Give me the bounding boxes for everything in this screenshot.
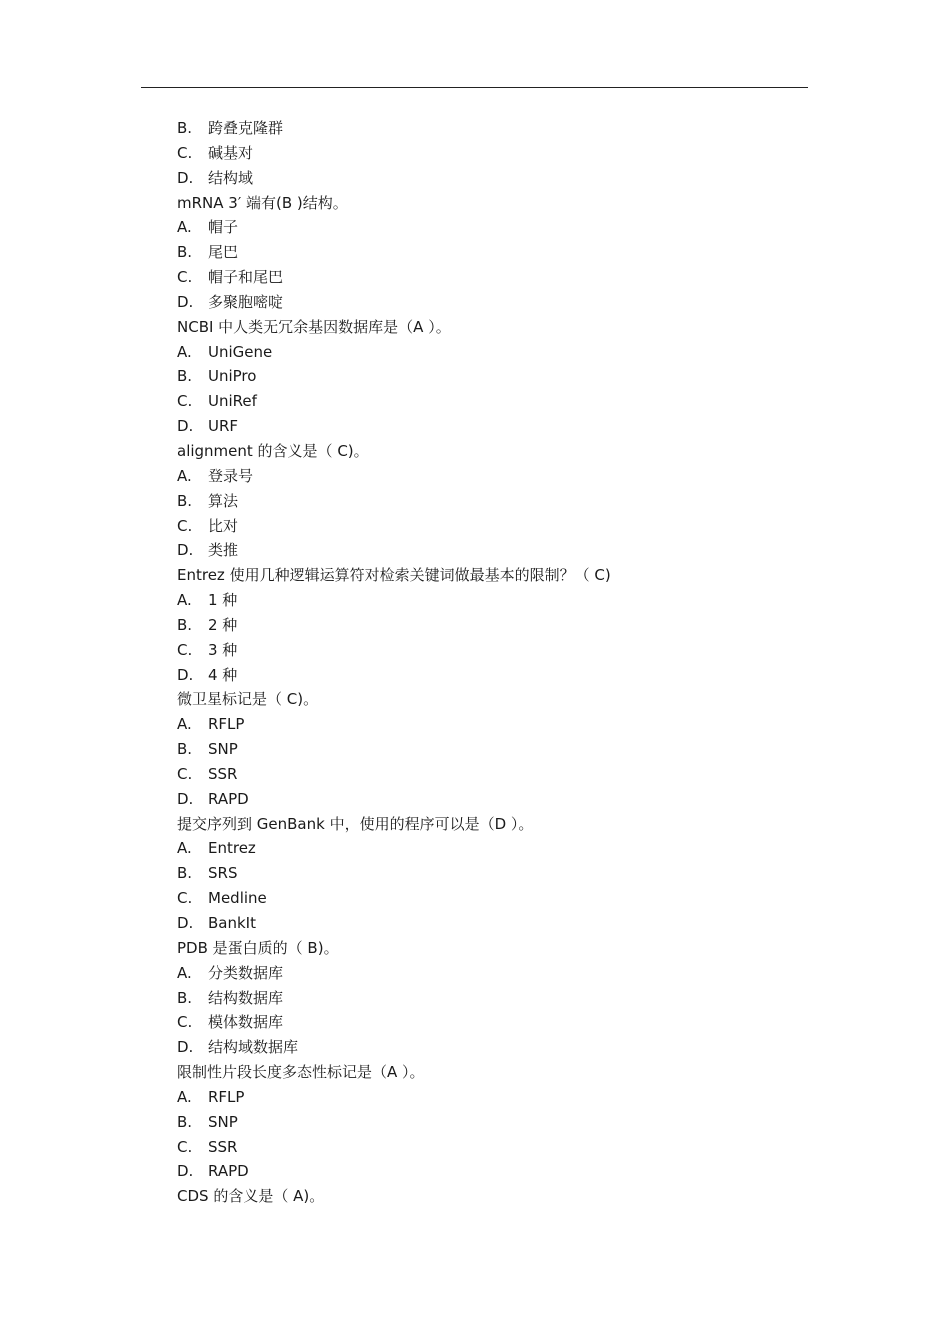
question-text: alignment 的含义是（ C)。 [177,441,369,460]
answer-option [177,836,797,861]
question-text: 限制性片段长度多态性标记是（A ）。 [177,1063,425,1082]
answer-option [177,240,797,265]
option-text: SSR [208,1137,238,1156]
option-text: 1 种 [208,591,238,610]
answer-option [177,961,797,986]
option-letter: C. [177,889,193,908]
option-letter: B. [177,864,193,883]
answer-option [177,1159,797,1184]
answer-option [177,737,797,762]
option-letter: B. [177,988,193,1007]
option-letter: A. [177,218,192,237]
answer-option [177,638,797,663]
option-letter: C. [177,392,193,411]
option-text: 碱基对 [208,143,254,162]
option-letter: D. [177,417,194,436]
answer-option [177,116,797,141]
option-text: SNP [208,1112,238,1131]
answer-option [177,1010,797,1035]
answer-option [177,364,797,389]
option-letter: C. [177,268,193,287]
option-text: SSR [208,764,238,783]
answer-option [177,1085,797,1110]
option-text: SNP [208,740,238,759]
option-text: Entrez [208,839,256,858]
option-text: UniRef [208,392,257,411]
option-text: 结构域 [208,168,254,187]
option-letter: D. [177,789,194,808]
answer-option [177,762,797,787]
option-text: URF [208,417,239,436]
answer-option [177,514,797,539]
answer-option [177,538,797,563]
answer-option [177,265,797,290]
option-letter: A. [177,963,192,982]
option-letter: D. [177,541,194,560]
option-text: 登录号 [208,466,254,485]
answer-option [177,986,797,1011]
answer-option [177,588,797,613]
option-text: 帽子 [208,218,239,237]
option-letter: D. [177,1162,194,1181]
option-text: UniGene [208,342,273,361]
option-letter: C. [177,143,193,162]
option-text: BankIt [208,914,256,932]
option-letter: B. [177,243,193,262]
option-letter: C. [177,640,193,659]
question-list [177,116,797,1209]
answer-option [177,787,797,812]
question-text: Entrez 使用几种逻辑运算符对检索关键词做最基本的限制？（ C) [177,566,611,585]
option-text: 帽子和尾巴 [208,268,284,287]
option-letter: B. [177,740,193,759]
answer-option [177,1135,797,1160]
option-text: 分类数据库 [208,963,284,982]
answer-option [177,141,797,166]
option-letter: C. [177,1137,193,1156]
option-letter: B. [177,491,193,510]
option-letter: B. [177,367,193,386]
answer-option [177,861,797,886]
option-text: 3 种 [208,640,238,659]
option-letter: D. [177,665,194,684]
answer-option [177,464,797,489]
option-text: 结构域数据库 [208,1038,299,1057]
option-letter: D. [177,914,194,932]
question-text: PDB 是蛋白质的（ B)。 [177,938,339,957]
answer-option [177,340,797,365]
question-text: NCBI 中人类无冗余基因数据库是（A ）。 [177,317,451,336]
option-text: RFLP [208,715,245,734]
answer-option [177,911,797,936]
option-text: RFLP [208,1087,245,1106]
option-letter: C. [177,764,193,783]
answer-option [177,886,797,911]
option-letter: D. [177,1038,194,1057]
option-letter: B. [177,615,193,634]
answer-option [177,1035,797,1060]
answer-option [177,1110,797,1135]
option-text: 多聚胞嘧啶 [208,292,284,311]
answer-option [177,414,797,439]
option-letter: C. [177,1013,193,1032]
option-letter: C. [177,516,193,535]
option-text: 跨叠克隆群 [208,119,284,137]
answer-option [177,489,797,514]
answer-option [177,215,797,240]
option-letter: A. [177,715,192,734]
answer-option [177,389,797,414]
answer-option [177,166,797,191]
option-text: 2 种 [208,615,238,634]
option-text: SRS [208,864,238,883]
option-text: UniPro [208,367,257,386]
option-letter: B. [177,119,193,137]
question-text: 微卫星标记是（ C)。 [177,690,319,709]
answer-option [177,613,797,638]
option-text: Medline [208,889,267,908]
question-text: 提交序列到 GenBank 中，使用的程序可以是（D ）。 [177,814,534,833]
option-text: RAPD [208,1162,249,1181]
option-letter: D. [177,168,194,187]
option-text: 尾巴 [208,243,239,262]
question-text: CDS 的含义是（ A)。 [177,1187,325,1206]
option-letter: A. [177,591,192,610]
option-text: RAPD [208,789,249,808]
question-text: mRNA 3′ 端有(B )结构。 [177,193,348,212]
header-rule [141,87,808,88]
option-text: 类推 [208,541,239,560]
option-text: 模体数据库 [208,1013,284,1032]
option-letter: A. [177,466,192,485]
answer-option [177,712,797,737]
answer-option [177,290,797,315]
option-letter: D. [177,292,194,311]
option-text: 结构数据库 [208,988,284,1007]
option-text: 4 种 [208,665,238,684]
option-letter: B. [177,1112,193,1131]
option-letter: A. [177,342,192,361]
option-text: 算法 [208,491,239,510]
option-letter: A. [177,1087,192,1106]
option-letter: A. [177,839,192,858]
option-text: 比对 [208,516,239,535]
answer-option [177,663,797,688]
